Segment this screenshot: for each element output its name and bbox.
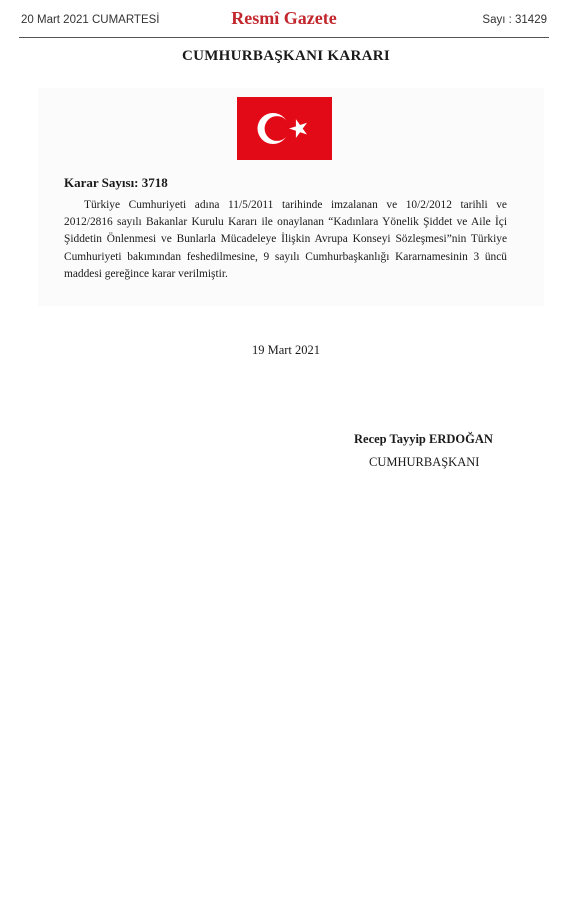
signature-date: 19 Mart 2021 (251, 343, 321, 357)
gazette-title: Resmî Gazete (231, 8, 337, 28)
decision-body (64, 197, 507, 283)
flag-crescent-inner (265, 116, 290, 141)
issue-number: Sayı : 31429 (482, 14, 547, 26)
gazette-header (19, 8, 549, 38)
turkish-flag-icon (237, 97, 332, 160)
body-line: Şiddetin Önlenmesi ve Bunlarla Mücadeleye İlişkin Avrupa Konseyi Sözleşmesi”nin Türkiye (64, 233, 507, 246)
header-date: 20 Mart 2021 CUMARTESİ (21, 14, 160, 26)
decision-number: Karar Sayısı: 3718 (64, 175, 168, 190)
body-line: 2012/2816 sayılı Bakanlar Kurulu Kararı ile onaylanan “Kadınlara Yönelik Şiddet ve Aile İçi (64, 216, 507, 229)
body-line: Cumhuriyeti bakımından feshedilmesine, 9 sayılı Cumhurbaşkanlığı Kararnamesinin 3 üncü (64, 250, 507, 263)
signatory-name: Recep Tayyip ERDOĞAN (354, 432, 493, 446)
body-line: Türkiye Cumhuriyeti adına 11/5/2011 tarihinde imzalanan ve 10/2/2012 tarihli ve (84, 199, 507, 211)
signatory-title: CUMHURBAŞKANI (369, 455, 480, 469)
body-line: maddesi gereğince karar verilmiştir. (64, 267, 228, 280)
document-heading: CUMHURBAŞKANI KARARI (181, 48, 391, 64)
